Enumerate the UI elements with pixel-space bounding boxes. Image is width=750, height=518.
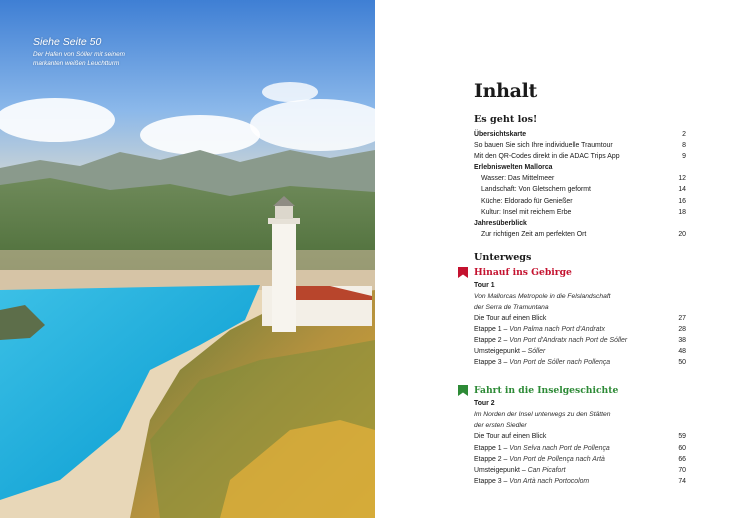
tour-heading[interactable]: Fahrt in die Inselgeschichte <box>474 385 686 396</box>
tour-number: Tour 2 <box>474 400 495 408</box>
section1-list <box>474 129 686 240</box>
toc-entry[interactable]: Etappe 3 – Von Port de Sóller nach Pollença 50 <box>474 359 686 367</box>
toc-entry[interactable]: Etappe 1 – Von Palma nach Port d'Andratx 28 <box>474 326 686 334</box>
toc-entry[interactable]: Etappe 2 – Von Port de Pollença nach Artà 66 <box>474 455 686 463</box>
tour-number: Tour 1 <box>474 281 495 289</box>
toc-entry[interactable]: Jahresüberblick <box>474 219 527 227</box>
toc-entry[interactable]: Übersichtskarte 2 <box>474 131 686 138</box>
caption-line: markanten weißen Leuchtturm <box>33 60 120 67</box>
tour-description: der Serra de Tramuntana <box>474 303 549 311</box>
bookmark-flag-icon <box>458 385 468 396</box>
toc-entry[interactable]: Küche: Eldorado für Genießer 16 <box>481 197 686 205</box>
toc-entry[interactable]: Wasser: Das Mittelmeer 12 <box>481 175 686 183</box>
toc-entry[interactable]: Etappe 1 – Von Selva nach Port de Pollença 60 <box>474 444 686 452</box>
tour-description: Im Norden der Insel unterwegs zu den Stätten <box>474 411 611 419</box>
toc-entry[interactable]: Etappe 3 – Von Artà nach Portocolom 74 <box>474 477 686 485</box>
toc-entry[interactable]: Erlebniswelten Mallorca <box>474 164 553 172</box>
tour-description: Von Mallorcas Metropole in die Felslandschaft <box>474 292 611 300</box>
toc-entry[interactable]: Mit den QR-Codes direkt in die ADAC Trips App 9 <box>474 153 686 161</box>
section-heading: Es geht los! <box>474 114 538 125</box>
caption-line: Der Hafen von Sóller mit seinem <box>33 51 125 58</box>
toc-entry[interactable]: Die Tour auf einen Blick 59 <box>474 433 686 441</box>
toc-entry[interactable]: Umsteigepunkt – Sóller 48 <box>474 348 686 356</box>
table-of-contents <box>474 80 686 487</box>
toc-entry[interactable]: So bauen Sie sich Ihre individuelle Traumtour 8 <box>474 142 686 150</box>
section-heading: Unterwegs <box>474 251 532 263</box>
bookmark-flag-icon <box>458 267 468 278</box>
photo-caption <box>33 36 125 68</box>
toc-entry[interactable]: Zur richtigen Zeit am perfekten Ort 20 <box>481 230 686 238</box>
toc-entry[interactable]: Umsteigepunkt – Can Picafort 70 <box>474 466 686 474</box>
toc-entry[interactable]: Landschaft: Von Gletschern geformt 14 <box>481 186 686 194</box>
toc-title: Inhalt <box>474 80 538 102</box>
tour-block <box>474 267 686 368</box>
tour-block <box>474 385 686 486</box>
tour-description: der ersten Siedler <box>474 422 527 430</box>
tour-heading[interactable]: Hinauf ins Gebirge <box>474 267 686 278</box>
toc-entry[interactable]: Die Tour auf einen Blick 27 <box>474 314 686 322</box>
caption-title: Siehe Seite 50 <box>33 36 102 48</box>
toc-entry[interactable]: Kultur: Insel mit reichem Erbe 18 <box>481 208 686 216</box>
toc-entry[interactable]: Etappe 2 – Von Port d'Andratx nach Port de Sóller 38 <box>474 337 686 345</box>
